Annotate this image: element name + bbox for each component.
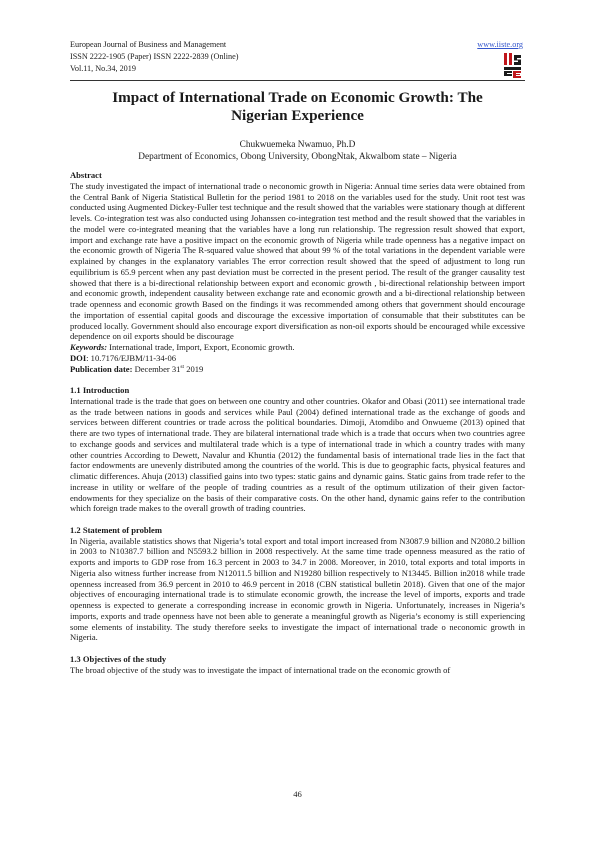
title-line-2: Nigerian Experience — [231, 107, 364, 124]
section-text-statement-of-problem: In Nigeria, available statistics shows that Nigeria’s total export and total import increased from N3087.9 billion and N2080.2 billion in 2003 to N10387.7 billion and N5593.2 billion in 2008 respectively. At the same time trade openness measured as the ratio of exports and imports to GDP rose from 16.3 percent in 2003 to 34.7 in 2008. Moreover, in 2010, total exports and total imports in Nigeria also witness further increase from N12011.5 billion and N19280 billion respectively to N13445. Billion in2018 while trade openness increased from 36.9 percent in 2010 to 46.9 percent in 2018 (CBN statistical bulletin 2018). Given that one of the major objectives of encouraging international trade is to stimulate economic growth, the increase the level of imports, exports and trade openness is expected to generate a corresponding increase in economic growth in Nigeria. Unfortunately, increases in Nigeria’s imports, exports and trade openness have not been able to generate a meaningful growth as Nigeria’s economy is still experiencing some elements of instability. The study therefore seeks to investigate the impact of international trade o neconomic growth in Nigeria. — [70, 535, 525, 643]
doi-label: DOI — [70, 352, 87, 363]
title-line-1: Impact of International Trade on Economic Growth: The — [112, 89, 483, 106]
section-text-objectives: The broad objective of the study was to investigate the impact of international trade on the economic growth of — [70, 664, 451, 675]
doi-line — [70, 353, 525, 364]
keywords-value: International trade, Import, Export, Economic growth. — [107, 342, 295, 352]
paper-title — [70, 89, 525, 125]
journal-name: European Journal of Business and Management — [70, 40, 227, 49]
iiste-logo — [502, 51, 523, 79]
author-name: Chukwuemeka Nwamuo, Ph.D — [239, 140, 356, 150]
author-affiliation: Department of Economics, Obong University, ObongNtak, Akwalbom state – Nigeria — [138, 152, 457, 162]
section-heading-objectives: 1.3 Objectives of the study — [70, 653, 167, 664]
abstract-heading: Abstract — [70, 170, 102, 180]
header-divider — [70, 80, 525, 81]
keywords-line — [70, 342, 525, 353]
paper-body — [70, 170, 525, 675]
keywords-label: Keywords: — [70, 342, 108, 352]
section-text-introduction: International trade is the trade that goes on between one country and other countries. Okafor and Obasi (2011) see international trade as the trade between nations in goods and services while Paul (2004) defined international trade as the exchange of goods and services between different countries or trade across the political boundaries. Dimoji, Atomdibo and Onwueme (2013) opined that there are two types of international trade. They are bilateral international trade which is a trade that occurs when two countries agree to exchange goods and services and multilateral trade which is a type of international trade in which a country trades with many other countries According to Dewett, Navalur and Khuntia (2012) the fundamental basis of international trade lies in the fact that factor endowments are unevenly distributed among the countries of the world. This is due to geographic facts, physical features and climatic differences. Ahuja (2013) classified gains into two types: static gains and dynamic gains. Static gains from trade refer to the increase in utility or welfare of the people of trading countries as a result of the optimum utilization of their given factor- endowments for they specialize on the basis of their comparative costs. On the other hand, dynamic gains refer to the contribution which foreign trade makes to the overall growth of trading countries. — [70, 395, 525, 514]
doi-value[interactable]: : 10.7176/EJBM/11-34-06 — [86, 352, 177, 363]
author-block — [70, 139, 525, 163]
publication-date-line — [70, 364, 525, 375]
publication-date-label: Publication date: — [70, 363, 133, 374]
publication-date-value: December 31st 2019 — [132, 363, 204, 374]
page-number: 46 — [293, 789, 302, 799]
journal-header — [70, 39, 525, 75]
journal-url-link[interactable]: www.iiste.org — [477, 40, 523, 49]
section-heading-introduction: 1.1 Introduction — [70, 385, 130, 395]
section-heading-statement-of-problem: 1.2 Statement of problem — [70, 524, 162, 535]
abstract-text: The study investigated the impact of international trade o neconomic growth in Nigeria: Annual time series data were obtained from the Central Bank of Nigeria Statistical Bulletin for the period 1981 to 2018 on the variables used for the study. Unit root test was conducted using Augmented Dickey-Fuller test technique and the result showed that the variables were stationary though at different levels. Co-integration test was also conducted using Johanssen co-integration test method and the result showed that the variables in the model were co-integrated meaning that the variables have a long run relationship. The regression result showed that export, import and exchange rate have a positive impact on the economic growth of Nigeria while trade openness has a negative impact on the economic growth of Nigeria The R-squared value showed that about 99 % of the total variations in the dependent variable were explained by changes in the explanatory variables The error correction result showed that the speed of adjustment to long run equilibrium is 65.9 percent when any past deviation must be corrected in the present period. The result of the granger causality test showed that there is a bi-directional relationship between export and economic growth , bi-directional relationship between import and economic growth, independent causality between exchange rate and economic growth and a bi-directional relationship between trade openness and economic growth Based on the findings it was recommended among others that government should encourage the importation of essential capital goods and discourage the excessive importation of consumable that their substitutes can be produced locally. Government should also encourage export diversification as non-oil exports should be encouraged while excessive dependence on oil exports should be discourage — [70, 180, 525, 342]
issn-line: ISSN 2222-1905 (Paper) ISSN 2222-2839 (Online) — [70, 52, 239, 61]
volume-line: Vol.11, No.34, 2019 — [70, 64, 136, 73]
